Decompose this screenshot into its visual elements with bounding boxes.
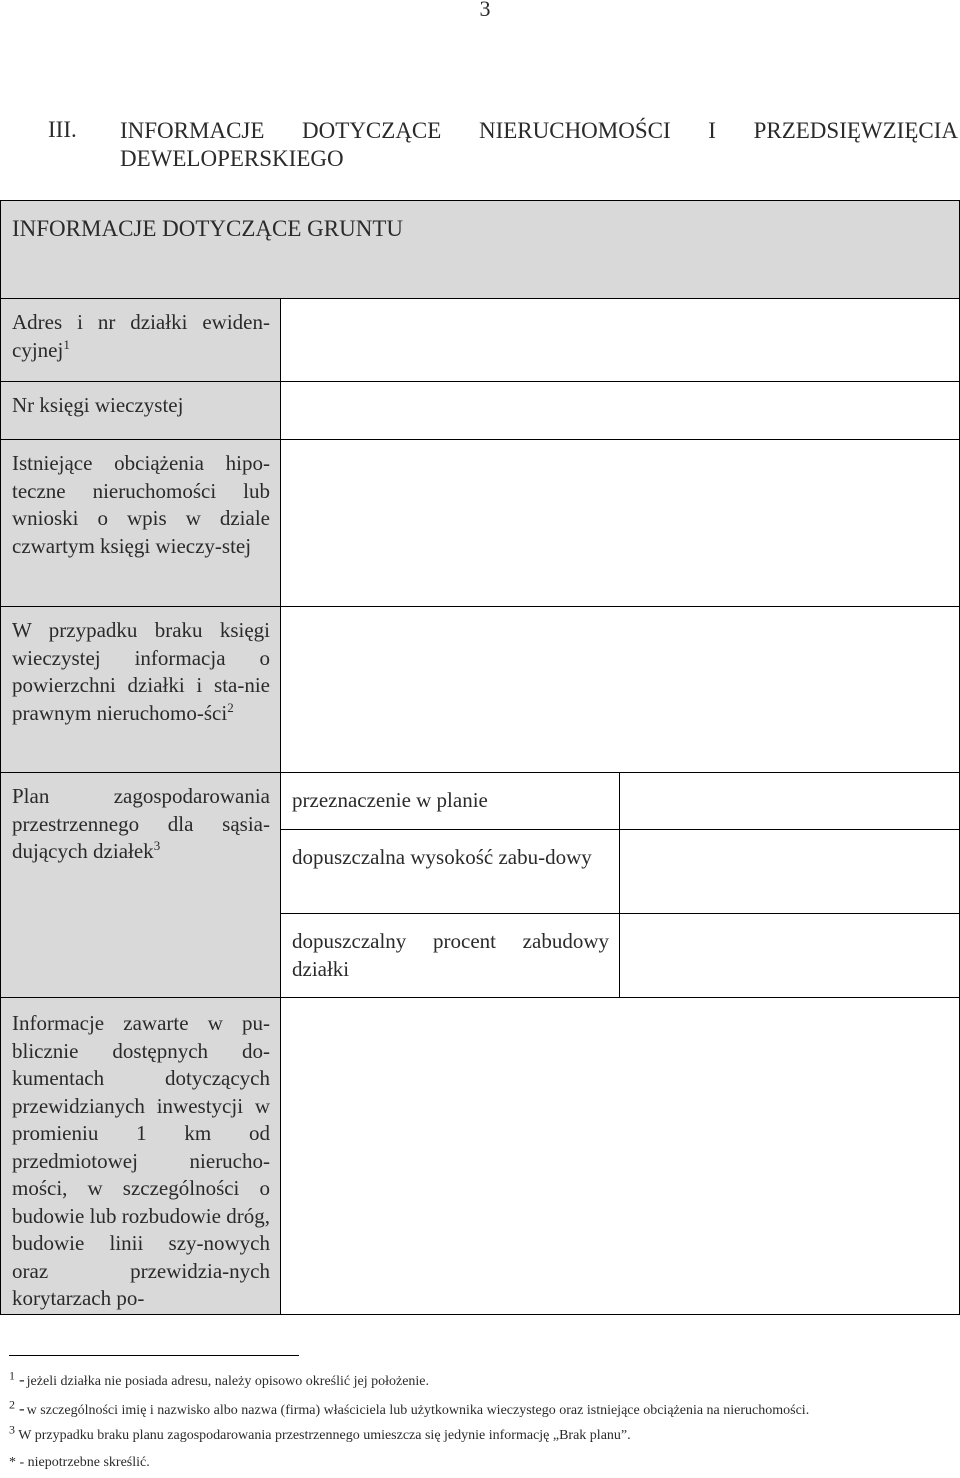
- sublabel-cell-height: [281, 830, 620, 914]
- label-cell-address: [1, 299, 281, 382]
- label-cell-encumbrances: [1, 440, 281, 607]
- table-header-cell: [1, 201, 960, 299]
- footnote-asterisk: * - niepotrzebne skreślić.: [9, 1455, 150, 1470]
- sublabel-cell-purpose: [281, 773, 620, 830]
- label-cell-land-register: [1, 382, 281, 440]
- value-cell-percent[interactable]: [620, 914, 960, 998]
- label-land-register: Nr księgi wieczystej: [12, 393, 184, 417]
- footnote-ref-1: 1: [63, 336, 70, 352]
- footnote-ref-3: 3: [153, 838, 161, 853]
- label-zoning: Plan zagospodarowania przestrzennego dla sąsia-dujących działek$^3$: [12, 784, 270, 863]
- footnote-2: $^2$ - w szczególności imię i nazwisko albo nazwa (firma) właściciela lub użytkownika wieczystego oraz istniejące obciążenia na nieruchomości.: [9, 1397, 810, 1418]
- footnote-3: $^3$ W przypadku braku planu zagospodarowania przestrzennego umieszcza się jedynie informację „Brak planu”.: [9, 1422, 631, 1443]
- value-cell-height[interactable]: [620, 830, 960, 914]
- sublabel-purpose: przeznaczenie w planie: [292, 788, 488, 812]
- footnote-1: $^1$ - jeżeli działka nie posiada adresu, należy opisowo określić jej położenie.: [9, 1368, 430, 1389]
- land-info-table: [0, 200, 960, 1315]
- footnote-divider: [9, 1355, 299, 1356]
- label-cell-public-docs: [1, 998, 281, 1315]
- label-address: Adres i nr działki ewiden-cyjnej$^1$: [12, 310, 270, 362]
- label-cell-zoning: [1, 773, 281, 998]
- label-cell-no-register: [1, 607, 281, 773]
- value-cell-purpose[interactable]: [620, 773, 960, 830]
- page-number: 3: [479, 0, 491, 21]
- sublabel-height: dopuszczalna wysokość zabu-dowy: [292, 845, 592, 869]
- value-cell-address[interactable]: [281, 299, 960, 382]
- section-number: III.: [48, 117, 77, 142]
- section-title: INFORMACJE DOTYCZĄCE NIERUCHOMOŚCI I PRZEDSIĘWZIĘCIA DEWELOPERSKIEGO: [120, 118, 958, 171]
- value-cell-public-docs[interactable]: [281, 998, 960, 1315]
- sublabel-cell-percent: [281, 914, 620, 998]
- label-no-register: W przypadku braku księgi wieczystej informacja o powierzchni działki i sta-nie prawnym nieruchomo-ści$^2$: [12, 618, 270, 725]
- label-public-docs: Informacje zawarte w pu-blicznie dostępnych do-kumentach dotyczących przewidzianych inwestycji w promieniu 1 km od przedmiotowej nierucho-mości, w szczególności o budowie lub rozbudowie dróg, budowie linii szy-nowych oraz przewidzia-nych korytarzach po-: [12, 1011, 270, 1310]
- footnote-ref-2: 2: [227, 699, 234, 715]
- table-header: INFORMACJE DOTYCZĄCE GRUNTU: [12, 216, 404, 241]
- value-cell-encumbrances[interactable]: [281, 440, 960, 607]
- value-cell-land-register[interactable]: [281, 382, 960, 440]
- value-cell-no-register[interactable]: [281, 607, 960, 773]
- label-encumbrances: Istniejące obciążenia hipo-teczne nieruchomości lub wnioski o wpis w dziale czwartym księgi wieczy-stej: [12, 451, 270, 558]
- sublabel-percent: dopuszczalny procent zabudowy działki: [292, 929, 609, 981]
